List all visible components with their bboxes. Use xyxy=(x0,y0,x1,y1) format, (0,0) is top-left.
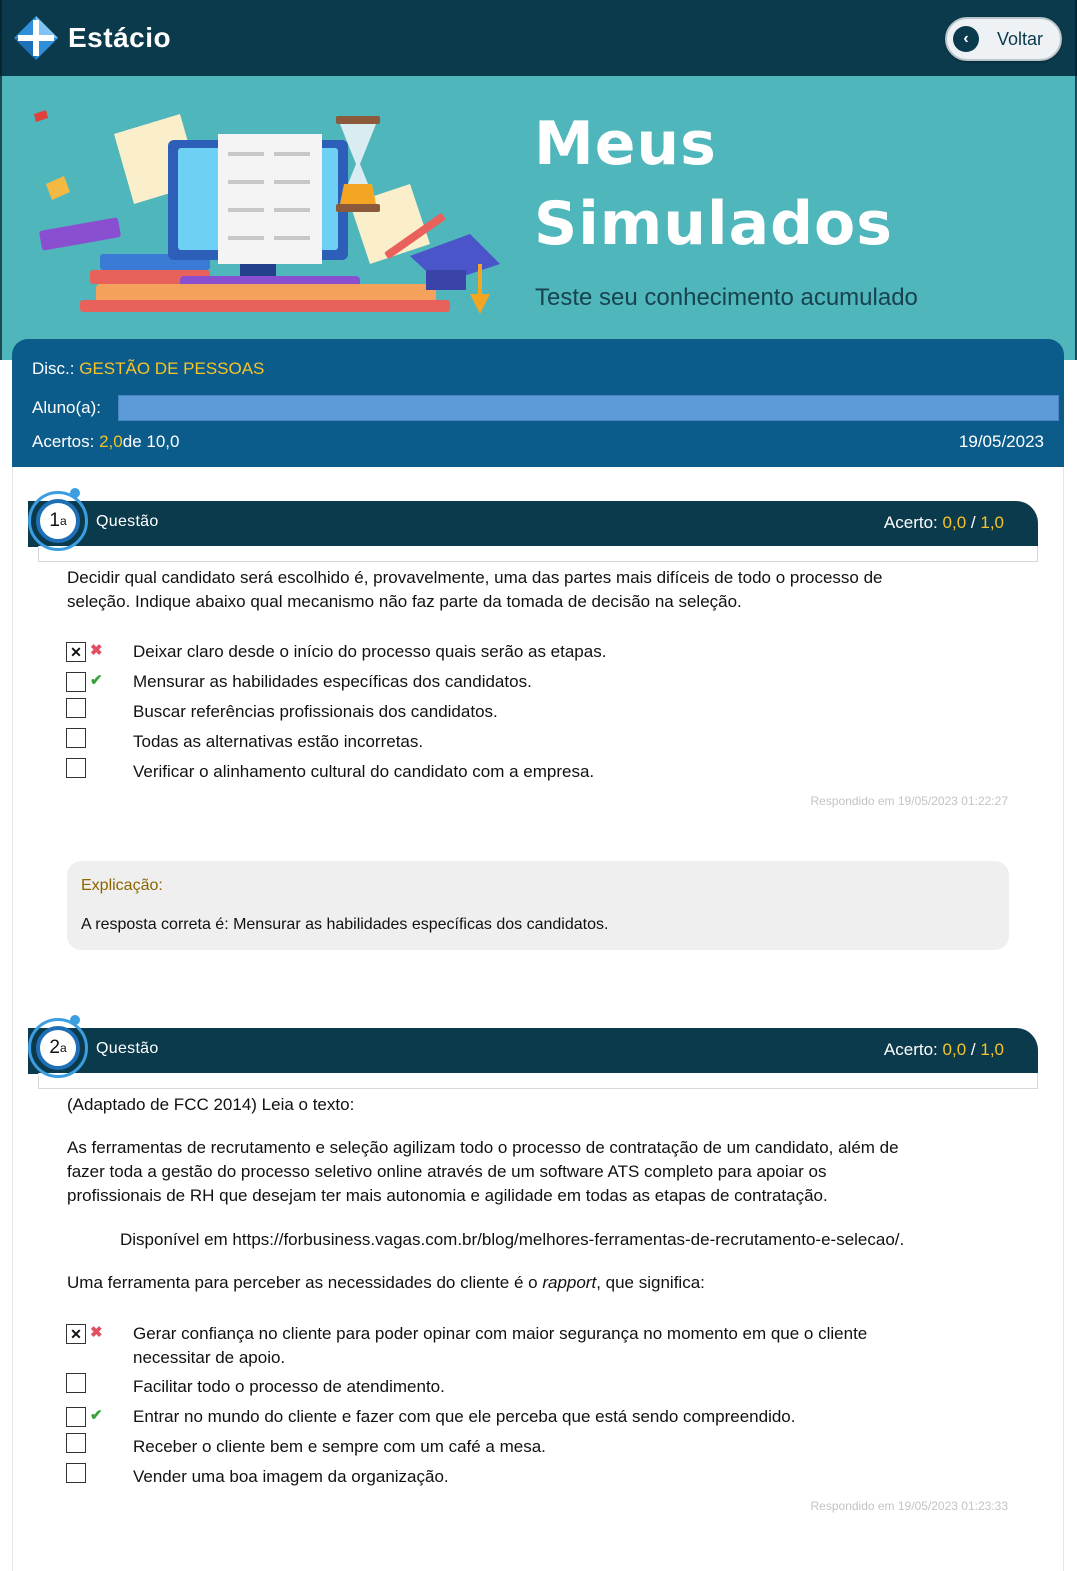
discipline-label: Disc.: xyxy=(32,359,75,378)
question-header-underline xyxy=(38,546,1038,562)
option-1-2[interactable] xyxy=(66,670,1016,696)
question-number: 1 xyxy=(49,510,60,531)
option-text: Facilitar todo o processo de atendimento. xyxy=(133,1377,445,1396)
chevron-left-icon: ‹ xyxy=(953,26,979,52)
option-text: Verificar o alinhamento cultural do candidato com a empresa. xyxy=(133,762,595,781)
question-passage xyxy=(67,1136,899,1208)
option-text-line: Gerar confiança no cliente para poder opinar com maior segurança no momento em que o cliente xyxy=(133,1324,868,1343)
student-name-redacted xyxy=(118,395,1059,421)
option-text xyxy=(133,1322,867,1370)
option-2-4[interactable] xyxy=(66,1435,1016,1461)
option-1-1[interactable] xyxy=(66,640,1016,666)
score-separator: / xyxy=(970,1040,976,1059)
wrong-x-icon: ✖ xyxy=(90,642,103,659)
option-text: Receber o cliente bem e sempre com um café a mesa. xyxy=(133,1437,546,1456)
student-label: Aluno(a): xyxy=(32,398,101,417)
checkbox-icon[interactable] xyxy=(66,1373,86,1393)
option-text: Deixar claro desde o início do processo quais serão as etapas. xyxy=(133,642,607,661)
checkbox-icon[interactable] xyxy=(66,698,86,718)
banner-subtitle: Teste seu conhecimento acumulado xyxy=(535,284,918,311)
back-button[interactable] xyxy=(945,17,1062,61)
question-number: 2 xyxy=(49,1037,60,1058)
back-button-label: Voltar xyxy=(997,28,1044,49)
checkbox-icon[interactable] xyxy=(66,1407,86,1427)
question-number-badge-1 xyxy=(26,488,90,552)
question-label: Questão xyxy=(96,1040,159,1057)
score-value: 0,0 xyxy=(942,1040,967,1059)
statement-line: Decidir qual candidato será escolhido é, provavelmente, uma das partes mais difíceis de todo o processo de xyxy=(67,568,883,587)
checkmark-icon: ✔ xyxy=(90,1407,103,1424)
hits-label: Acertos: xyxy=(32,432,95,451)
question-score xyxy=(884,1040,1004,1060)
passage-source: Disponível em https://forbusiness.vagas.com.br/blog/melhores-ferramentas-de-recrutamento-e-selecao/. xyxy=(120,1230,905,1249)
question-score xyxy=(884,513,1004,533)
hits-total: de 10,0 xyxy=(122,432,180,451)
question-header-1 xyxy=(28,501,1038,547)
hits-value: 2,0 xyxy=(99,432,123,451)
banner-title-line1: Meus xyxy=(534,109,717,179)
banner-title-line2: Simulados xyxy=(534,189,893,259)
hero-banner xyxy=(0,76,1077,360)
explanation-title: Explicação: xyxy=(81,877,163,894)
option-text-line: necessitar de apoio. xyxy=(133,1348,286,1367)
study-illustration xyxy=(30,104,510,319)
option-1-5[interactable] xyxy=(66,760,1016,786)
option-text: Todas as alternativas estão incorretas. xyxy=(133,732,424,751)
question-label: Questão xyxy=(96,513,159,530)
estacio-logo-icon xyxy=(12,14,60,62)
prompt-text: , que significa: xyxy=(596,1273,705,1292)
banner-title xyxy=(534,104,893,264)
checkbox-checked-icon[interactable]: ✕ xyxy=(66,1324,86,1344)
explanation-text: A resposta correta é: Mensurar as habilidades específicas dos candidatos. xyxy=(81,916,609,933)
option-2-1[interactable] xyxy=(66,1322,1016,1372)
answered-timestamp: Respondido em 19/05/2023 01:23:33 xyxy=(810,1499,1008,1513)
top-bar xyxy=(0,0,1077,76)
score-max: 1,0 xyxy=(980,1040,1004,1059)
exam-info-panel xyxy=(12,339,1064,467)
question-ordinal: a xyxy=(59,1041,67,1055)
option-1-4[interactable] xyxy=(66,730,1016,756)
brand-logo[interactable] xyxy=(12,14,171,62)
question-number-badge-2 xyxy=(26,1015,90,1079)
score-label: Acerto: xyxy=(883,513,938,532)
question-ordinal: a xyxy=(59,514,67,528)
checkbox-icon[interactable] xyxy=(66,672,86,692)
explanation-box xyxy=(67,861,1009,950)
checkbox-icon[interactable] xyxy=(66,728,86,748)
score-max: 1,0 xyxy=(980,513,1004,532)
question-header-underline xyxy=(38,1073,1038,1089)
checkbox-icon[interactable] xyxy=(66,1463,86,1483)
passage-line: fazer toda a gestão do processo seletivo online através de um software ATS completo para apoiar os xyxy=(67,1162,827,1181)
passage-line: As ferramentas de recrutamento e seleção agilizam todo o processo de contratação de um candidato, além de xyxy=(67,1138,899,1157)
discipline-value: GESTÃO DE PESSOAS xyxy=(79,359,265,378)
badge-dot-icon xyxy=(70,488,80,498)
hits-row xyxy=(32,432,179,452)
question-header-2 xyxy=(28,1028,1038,1074)
option-text: Buscar referências profissionais dos candidatos. xyxy=(133,702,498,721)
question-statement xyxy=(67,566,883,614)
option-1-3[interactable] xyxy=(66,700,1016,726)
passage-line: profissionais de RH que desejam ter mais autonomia e agilidade em todas as etapas de contratação. xyxy=(67,1186,828,1205)
score-separator: / xyxy=(970,513,976,532)
option-text: Vender uma boa imagem da organização. xyxy=(133,1467,449,1486)
checkbox-icon[interactable] xyxy=(66,758,86,778)
option-text: Entrar no mundo do cliente e fazer com que ele perceba que está sendo compreendido. xyxy=(133,1407,796,1426)
option-2-3[interactable] xyxy=(66,1405,1016,1431)
prompt-term: rapport xyxy=(542,1273,597,1292)
brand-name: Estácio xyxy=(68,22,172,53)
option-2-2[interactable] xyxy=(66,1375,1016,1401)
checkmark-icon: ✔ xyxy=(90,672,103,689)
discipline-row xyxy=(32,359,264,379)
wrong-x-icon: ✖ xyxy=(90,1324,103,1341)
option-2-5[interactable] xyxy=(66,1465,1016,1491)
statement-line: seleção. Indique abaixo qual mecanismo não faz parte da tomada de decisão na seleção. xyxy=(67,592,742,611)
question-prompt xyxy=(67,1271,705,1295)
score-label: Acerto: xyxy=(883,1040,938,1059)
question-intro: (Adaptado de FCC 2014) Leia o texto: xyxy=(67,1095,355,1114)
score-value: 0,0 xyxy=(942,513,967,532)
answered-timestamp: Respondido em 19/05/2023 01:22:27 xyxy=(810,794,1008,808)
exam-date: 19/05/2023 xyxy=(958,432,1044,451)
prompt-text: Uma ferramenta para perceber as necessidades do cliente é o xyxy=(67,1273,543,1292)
badge-dot-icon xyxy=(70,1015,80,1025)
checkbox-checked-icon[interactable]: ✕ xyxy=(66,642,86,662)
option-text: Mensurar as habilidades específicas dos candidatos. xyxy=(133,672,532,691)
checkbox-icon[interactable] xyxy=(66,1433,86,1453)
